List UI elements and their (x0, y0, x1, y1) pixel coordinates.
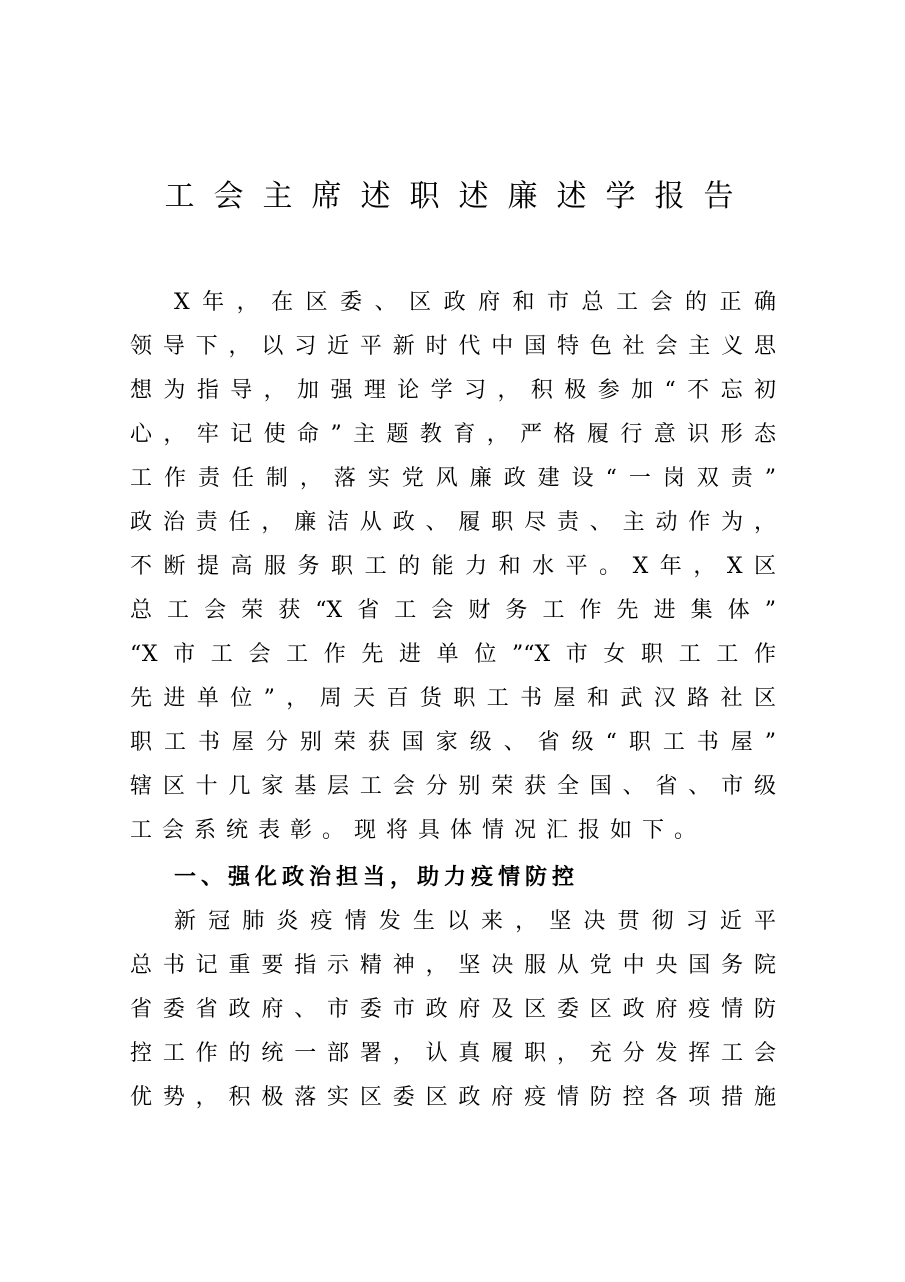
paragraph-line: 心，牢记使命”主题教育，严格履行意识形态 (130, 422, 776, 447)
paragraph-line: 领导下，以习近平新时代中国特色社会主义思 (130, 334, 776, 359)
paragraph-line: 政治责任，廉洁从政、履职尽责、主动作为， (130, 510, 776, 535)
paragraph-line: 总工会荣获“X省工会财务工作先进集体” (130, 598, 776, 623)
paragraph-line: 不断提高服务职工的能力和水平。X年，X区 (130, 554, 776, 579)
paragraph-line: 辖区十几家基层工会分别荣获全国、省、市级 (130, 774, 776, 799)
paragraph-line: 想为指导，加强理论学习，积极参加“不忘初 (130, 378, 776, 403)
paragraph-line: 新冠肺炎疫情发生以来，坚决贯彻习近平 (174, 909, 776, 934)
paragraph-line: X年，在区委、区政府和市总工会的正确 (174, 290, 776, 315)
paragraph-line: 职工书屋分别荣获国家级、省级“职工书屋” (130, 730, 776, 755)
paragraph-line: “X市工会工作先进单位”“X市女职工工作 (130, 642, 776, 667)
paragraph-line: 控工作的统一部署，认真履职，充分发挥工会 (130, 1041, 776, 1066)
paragraph-line: 先进单位”，周天百货职工书屋和武汉路社区 (130, 686, 776, 711)
paragraph-line: 优势，积极落实区委区政府疫情防控各项措施 (130, 1085, 776, 1110)
paragraph-line: 总书记重要指示精神，坚决服从党中央国务院 (130, 953, 776, 978)
document-title: 工会主席述职述廉述学报告 (164, 179, 753, 214)
section-heading: 一、强化政治担当，助力疫情防控 (174, 865, 580, 890)
paragraph-line: 工会系统表彰。现将具体情况汇报如下。 (130, 818, 707, 843)
paragraph-line: 工作责任制，落实党风廉政建设“一岗双责” (130, 466, 776, 491)
paragraph-line: 省委省政府、市委市政府及区委区政府疫情防 (130, 997, 776, 1022)
